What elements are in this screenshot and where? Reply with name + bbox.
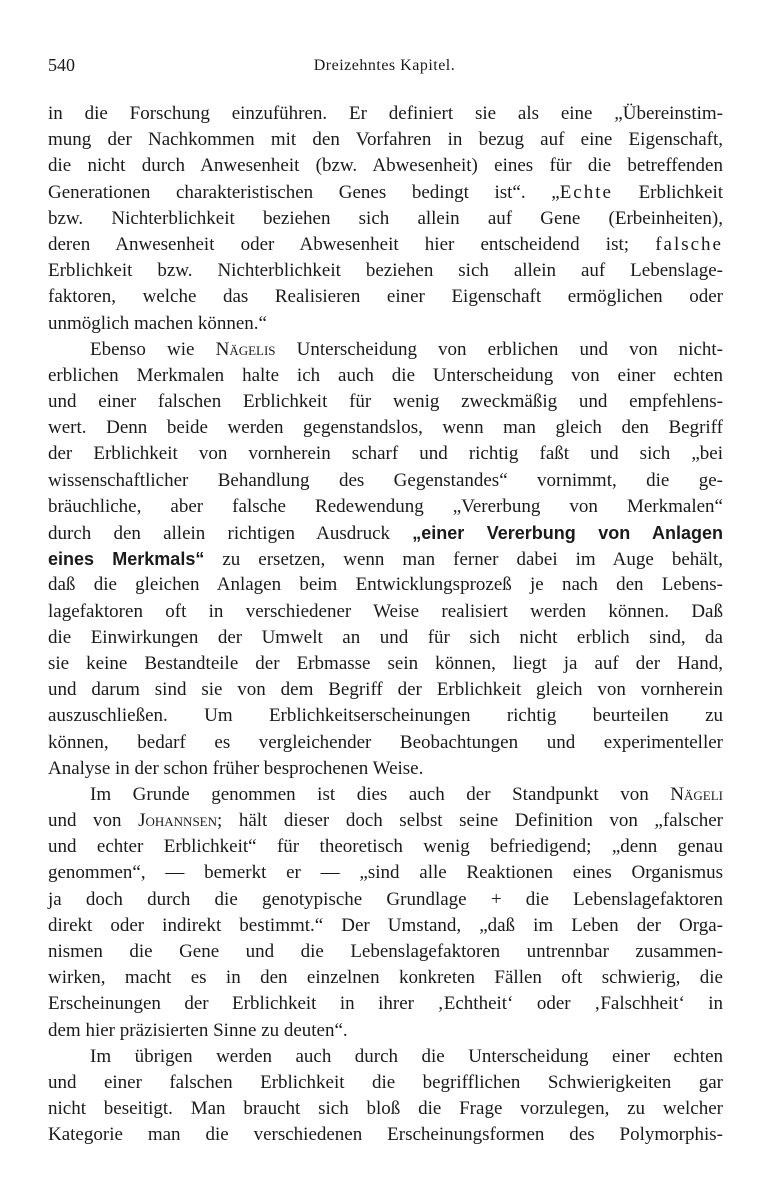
text-line bbox=[48, 101, 723, 127]
text-run: Generationen charakteristischen Genes bedingt ist“. „ bbox=[48, 181, 560, 203]
text-line bbox=[48, 939, 723, 965]
text-run: Nägelis bbox=[215, 338, 276, 360]
text-line bbox=[48, 703, 723, 729]
text-line bbox=[48, 965, 723, 991]
text-run: Kategorie man die verschiedenen Erscheinungsformen des Polymorphis- bbox=[48, 1124, 723, 1146]
text-run: „einer Vererbung von Anlagen bbox=[412, 523, 723, 543]
text-line bbox=[48, 625, 723, 651]
text-run: Johannsen bbox=[138, 810, 218, 832]
text-line bbox=[48, 389, 723, 415]
text-line bbox=[48, 415, 723, 441]
text-line bbox=[48, 599, 723, 625]
running-head: Dreizehntes Kapitel. bbox=[313, 57, 456, 74]
text-line bbox=[48, 1096, 723, 1122]
text-line bbox=[48, 887, 723, 913]
text-line bbox=[48, 1018, 723, 1044]
text-line bbox=[48, 520, 723, 546]
text-run: Echte bbox=[559, 181, 613, 203]
text-run: Ebenso wie bbox=[90, 338, 216, 360]
text-line bbox=[48, 756, 723, 782]
text-run: durch den allein richtigen Ausdruck bbox=[48, 523, 413, 544]
text-run: sie keine Bestandteile der Erbmasse sein können, liegt ja auf der Hand, bbox=[48, 652, 723, 674]
text-run: nismen die Gene und die Lebenslagefaktoren untrennbar zusammen- bbox=[48, 941, 723, 962]
page-header bbox=[48, 55, 721, 85]
text-run: genommen“, — bemerkt er — „sind alle Reaktionen eines Organismus bbox=[48, 862, 723, 884]
text-line bbox=[48, 180, 723, 206]
text-run: unmöglich machen können.“ bbox=[48, 312, 267, 334]
text-line bbox=[48, 991, 723, 1017]
text-line bbox=[48, 860, 723, 886]
text-run: zu ersetzen, wenn man ferner dabei im Auge behält, bbox=[204, 549, 723, 571]
text-line bbox=[48, 153, 723, 179]
text-line bbox=[48, 677, 723, 703]
text-run: Nägeli bbox=[670, 783, 723, 805]
text-run: Erblichkeit bzw. Nichterblichkeit beziehen sich allein auf Lebenslage- bbox=[48, 260, 723, 282]
text-line bbox=[48, 782, 723, 808]
text-run: ja doch durch die genotypische Grundlage + die Lebenslagefaktoren bbox=[48, 888, 723, 910]
body-text bbox=[48, 101, 723, 1149]
text-run: Erblichkeit bbox=[612, 181, 723, 203]
text-run: wert. Denn beide werden gegenstandslos, wenn man gleich den Begriff bbox=[48, 417, 723, 439]
text-run: bräuchliche, aber falsche Redewendung „Vererbung von Merkmalen“ bbox=[48, 495, 723, 517]
text-run: dem hier präzisierten Sinne zu deuten“. bbox=[48, 1019, 348, 1041]
text-run: falsche bbox=[655, 233, 723, 255]
page-number: 540 bbox=[48, 55, 75, 75]
text-run: Erscheinungen der Erblichkeit in ihrer ‚Echtheit‘ oder ‚Falschheit‘ in bbox=[48, 993, 723, 1015]
text-run: wissenschaftlicher Behandlung des Gegenstandes“ vornimmt, die ge- bbox=[48, 469, 723, 491]
text-run: mung der Nachkommen mit den Vorfahren in bezug auf eine Eigenschaft, bbox=[48, 129, 723, 151]
text-run: auszuschließen. Um Erblichkeitserscheinungen richtig beurteilen zu bbox=[48, 705, 723, 727]
text-line bbox=[48, 808, 723, 834]
text-run: erblichen Merkmalen halte ich auch die Unterscheidung von einer echten bbox=[48, 364, 723, 386]
text-line bbox=[48, 494, 723, 520]
text-run: lagefaktoren oft in verschiedener Weise realisiert werden können. Daß bbox=[48, 600, 723, 622]
text-line bbox=[48, 1070, 723, 1096]
text-line bbox=[48, 651, 723, 677]
text-run: Im Grunde genommen ist dies auch der Standpunkt von bbox=[90, 783, 671, 805]
text-line bbox=[48, 337, 723, 363]
text-run: Analyse in der schon früher besprochenen Weise. bbox=[48, 757, 424, 779]
text-run: und einer falschen Erblichkeit für wenig zweckmäßig und empfehlens- bbox=[48, 391, 723, 413]
text-run: können, bedarf es vergleichender Beobachtungen und experimenteller bbox=[48, 731, 723, 753]
text-line bbox=[48, 1122, 723, 1148]
text-run: eines Merkmals“ bbox=[48, 549, 205, 570]
text-line bbox=[48, 258, 723, 284]
text-line bbox=[48, 284, 723, 310]
text-run: und darum sind sie von dem Begriff der Erblichkeit gleich von vornherein bbox=[48, 679, 723, 701]
text-run: und von bbox=[48, 810, 139, 832]
text-line bbox=[48, 311, 723, 337]
text-line bbox=[48, 834, 723, 860]
text-run: der Erblichkeit von vornherein scharf und richtig faßt und sich „bei bbox=[48, 443, 723, 465]
text-run: und echter Erblichkeit“ für theoretisch wenig befriedigend; „denn genau bbox=[48, 836, 723, 858]
text-run: nicht beseitigt. Man braucht sich bloß die Frage vorzulegen, zu welcher bbox=[48, 1098, 723, 1120]
text-run: deren Anwesenheit oder Abwesenheit hier entscheidend ist; bbox=[48, 233, 656, 255]
text-run: die nicht durch Anwesenheit (bzw. Abwesenheit) eines für die betreffenden bbox=[48, 155, 723, 177]
text-run: in die Forschung einzuführen. Er definiert sie als eine „Übereinstim- bbox=[48, 103, 723, 124]
text-run: die Einwirkungen der Umwelt an und für sich nicht erblich sind, da bbox=[48, 626, 723, 648]
text-line bbox=[48, 363, 723, 389]
text-line bbox=[48, 730, 723, 756]
text-line bbox=[48, 572, 723, 598]
text-line bbox=[48, 127, 723, 153]
text-line bbox=[48, 546, 723, 572]
text-run: direkt oder indirekt bestimmt.“ Der Umstand, „daß im Leben der Orga- bbox=[48, 914, 723, 936]
text-line bbox=[48, 206, 723, 232]
text-run: und einer falschen Erblichkeit die begrifflichen Schwierigkeiten gar bbox=[48, 1071, 723, 1093]
text-run: ; hält dieser doch selbst seine Definition von „falscher bbox=[217, 810, 723, 832]
text-run: faktoren, welche das Realisieren einer Eigenschaft ermöglichen oder bbox=[48, 286, 723, 308]
text-run: Unterscheidung von erblichen und von nicht- bbox=[275, 338, 723, 360]
text-run: daß die gleichen Anlagen beim Entwicklungsprozeß je nach den Lebens- bbox=[48, 574, 723, 596]
text-line bbox=[48, 1044, 723, 1070]
text-line bbox=[48, 468, 723, 494]
text-run: Im übrigen werden auch durch die Unterscheidung einer echten bbox=[90, 1045, 723, 1067]
text-line bbox=[48, 232, 723, 258]
text-run: wirken, macht es in den einzelnen konkreten Fällen oft schwierig, die bbox=[48, 967, 723, 989]
text-run: bzw. Nichterblichkeit beziehen sich allein auf Gene (Erbeinheiten), bbox=[48, 207, 723, 229]
text-line bbox=[48, 441, 723, 467]
text-line bbox=[48, 913, 723, 939]
